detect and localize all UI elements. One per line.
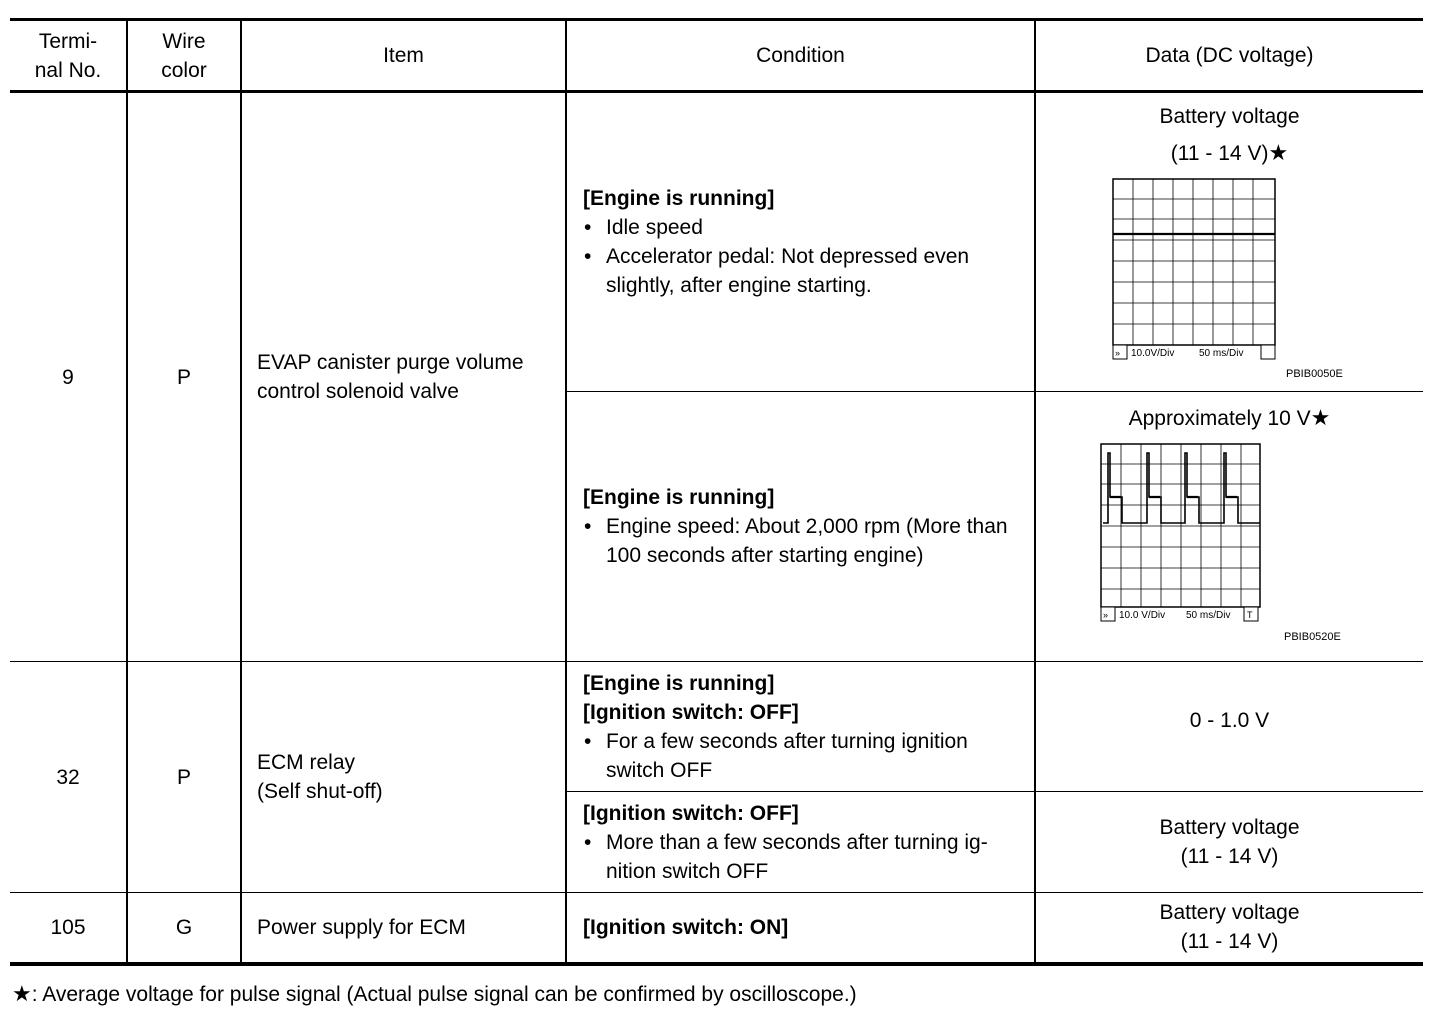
header-item: Item [241, 20, 566, 92]
data-cell [1035, 92, 1423, 392]
condition-bullet: • Accelerator pedal: Not depressed even slightly, after engine starting. [583, 242, 1028, 300]
condition-bullet: • Idle speed [583, 213, 1028, 242]
scope-voltage-scale: 10.0V/Div [1131, 348, 1175, 359]
terminal-data-table [10, 18, 1423, 966]
star-icon: ★ [1310, 405, 1331, 430]
wire-color-cell: G [127, 893, 241, 964]
wire-color-cell: P [127, 92, 241, 662]
data-cell [1035, 662, 1423, 792]
condition-bullet: • More than a few seconds after turning ig-nition switch OFF [583, 828, 1028, 886]
condition-heading: [Engine is running] [583, 486, 775, 509]
condition-cell [566, 92, 1035, 392]
scope-time-scale: 50 ms/Div [1199, 348, 1244, 359]
scope-arrow: » [1115, 348, 1121, 358]
condition-heading: [Engine is running] [583, 671, 775, 695]
figure-code: PBIB0520E [1284, 631, 1341, 643]
wire-color-cell: P [127, 662, 241, 893]
data-value: 0 - 1.0 V [1189, 709, 1270, 732]
data-value: Battery voltage [1159, 901, 1300, 925]
table-row [10, 662, 1423, 792]
table-header-row [10, 20, 1423, 92]
data-value: Battery voltage [1159, 105, 1300, 128]
item-cell: ECM relay (Self shut-off) [241, 662, 566, 893]
data-value: Battery voltage [1159, 816, 1300, 839]
condition-bullet: • For a few seconds after turning ignition switch OFF [583, 727, 1028, 785]
condition-bullet: • Engine speed: About 2,000 rpm (More than 100 seconds after starting engine) [583, 512, 1028, 570]
header-wire-color: Wire color [127, 20, 241, 92]
table-row [10, 893, 1423, 964]
footnote [12, 980, 857, 1009]
condition-heading: [Ignition switch: OFF] [583, 801, 799, 825]
oscilloscope-figure [1036, 435, 1423, 645]
star-icon: ★ [1268, 140, 1289, 165]
condition-cell [566, 792, 1035, 893]
condition-cell [566, 392, 1035, 662]
data-value: (11 - 14 V) [1170, 142, 1269, 165]
condition-heading: [Engine is running] [583, 187, 775, 210]
terminal-no-cell: 32 [10, 662, 127, 893]
oscilloscope-waveform-flat [1112, 178, 1276, 360]
figure-code: PBIB0050E [1286, 368, 1343, 380]
item-cell: EVAP canister purge volume control solenoid valve [241, 92, 566, 662]
oscilloscope-waveform-pulse [1100, 443, 1262, 623]
data-cell [1035, 893, 1423, 964]
scope-trigger: T [1247, 610, 1253, 620]
scope-arrow: » [1103, 610, 1109, 620]
scope-time-scale: 50 ms/Div [1186, 610, 1231, 621]
condition-heading: [Ignition switch: OFF] [583, 700, 799, 724]
header-condition: Condition [566, 20, 1035, 92]
terminal-no-cell: 105 [10, 893, 127, 964]
header-terminal-no: Termi- nal No. [10, 20, 127, 92]
condition-cell [566, 893, 1035, 964]
table-row [10, 92, 1423, 392]
star-icon: ★ [12, 981, 32, 1006]
data-cell [1035, 392, 1423, 662]
condition-heading: [Ignition switch: ON] [583, 915, 789, 939]
data-value: (11 - 14 V) [1180, 930, 1279, 954]
header-data: Data (DC voltage) [1035, 20, 1423, 92]
footnote-text: : Average voltage for pulse signal (Actual pulse signal can be confirmed by oscilloscope.) [31, 983, 857, 1006]
terminal-no-cell: 9 [10, 92, 127, 662]
item-cell: Power supply for ECM [241, 893, 566, 964]
scope-voltage-scale: 10.0 V/Div [1119, 610, 1166, 621]
oscilloscope-figure [1036, 172, 1423, 382]
data-cell [1035, 792, 1423, 893]
data-value: (11 - 14 V) [1180, 845, 1279, 868]
data-value: Approximately 10 V [1128, 407, 1311, 430]
condition-cell [566, 662, 1035, 792]
